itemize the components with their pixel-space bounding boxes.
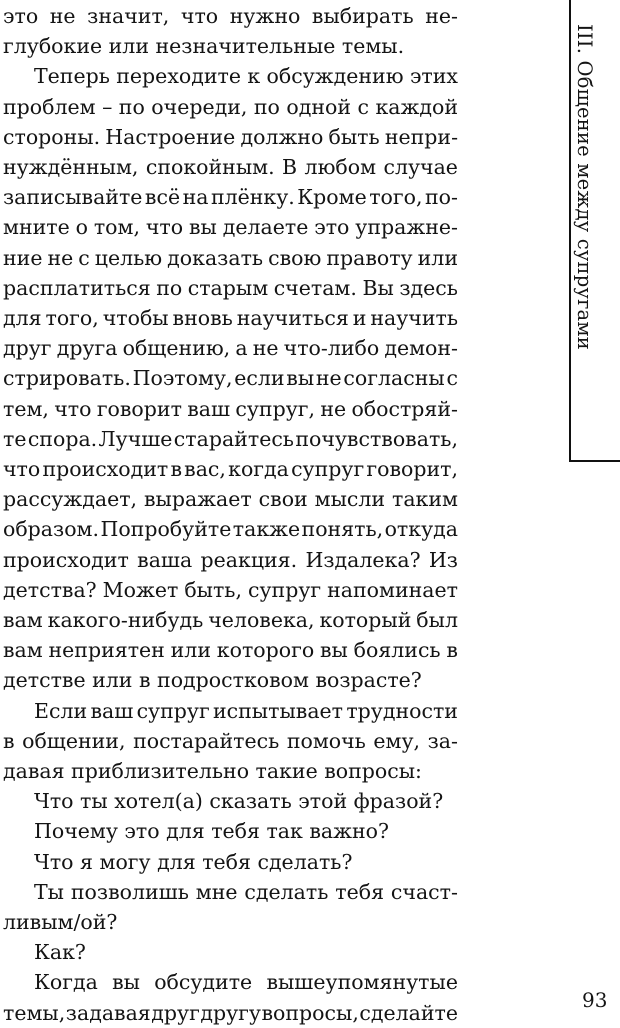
running-head-rule <box>569 0 571 462</box>
text-line: Когда вы обсудите вышеупомянутые <box>34 970 458 995</box>
text-line: ливым/ой? <box>3 910 118 934</box>
text-line: рассуждает, выражает свои мысли таким <box>3 487 458 512</box>
text-line: давая приблизительно такие вопросы: <box>3 759 422 783</box>
text-line: расплатиться по старым счетам. Вы здесь <box>3 275 458 300</box>
text-line: это не значит, что нужно выбирать не- <box>3 4 458 28</box>
text-line: Ты позволишь мне сделать тебя счаст- <box>34 879 458 904</box>
text-line: происходит ваша реакция. Издалека? Из <box>3 547 458 572</box>
running-head-rule-foot <box>569 460 620 462</box>
text-line: детства? Может быть, супруг напоминает <box>3 577 458 602</box>
text-line: для того, чтобы вновь научиться и научить <box>3 306 458 330</box>
text-line: вам какого-нибудь человека, который был <box>3 608 458 632</box>
text-line: Почему это для тебя так важно? <box>34 819 389 844</box>
text-line: глубокие или незначительные темы. <box>3 34 405 59</box>
text-line: стороны. Настроение должно быть непри- <box>3 124 458 149</box>
text-line: стрировать. Поэтому, если вы не согласны с <box>3 366 458 391</box>
text-line: записывайте всё на плёнку. Кроме того, по- <box>3 185 458 210</box>
text-line: вам неприятен или которого вы боялись в <box>3 638 458 663</box>
running-head: III. Общение между супругами <box>573 24 596 350</box>
text-line: проблем – по очереди, по одной с каждой <box>3 94 458 119</box>
text-line: нуждённым, спокойным. В любом случае <box>3 155 458 179</box>
text-line: друг друга общению, а не что-либо демон- <box>3 336 458 361</box>
text-line: тем, что говорит ваш супруг, не обостряй- <box>3 396 458 421</box>
text-line: темы, задавая друг другу вопросы, сделайте <box>3 1000 458 1025</box>
text-line: мните о том, что вы делаете это упражне- <box>3 215 458 240</box>
text-line: Теперь переходите к обсуждению этих <box>34 64 458 89</box>
text-line: детстве или в подростковом возрасте? <box>3 668 422 693</box>
text-line: ние не с целью доказать свою правоту или <box>3 245 458 270</box>
page-number: 93 <box>582 988 608 1012</box>
text-line: образом. Попробуйте также понять, откуда <box>3 517 458 542</box>
text-line: Как? <box>34 940 86 965</box>
text-line: в общении, постарайтесь помочь ему, за- <box>3 728 458 753</box>
text-line: Что ты хотел(а) сказать этой фразой? <box>34 789 444 814</box>
text-line: Если ваш супруг испытывает трудности <box>34 698 458 723</box>
text-line: что происходит в вас, когда супруг говорит, <box>3 457 458 481</box>
text-line: Что я могу для тебя сделать? <box>34 849 353 874</box>
text-line: те спора. Лучше старайтесь почувствовать, <box>3 426 458 451</box>
